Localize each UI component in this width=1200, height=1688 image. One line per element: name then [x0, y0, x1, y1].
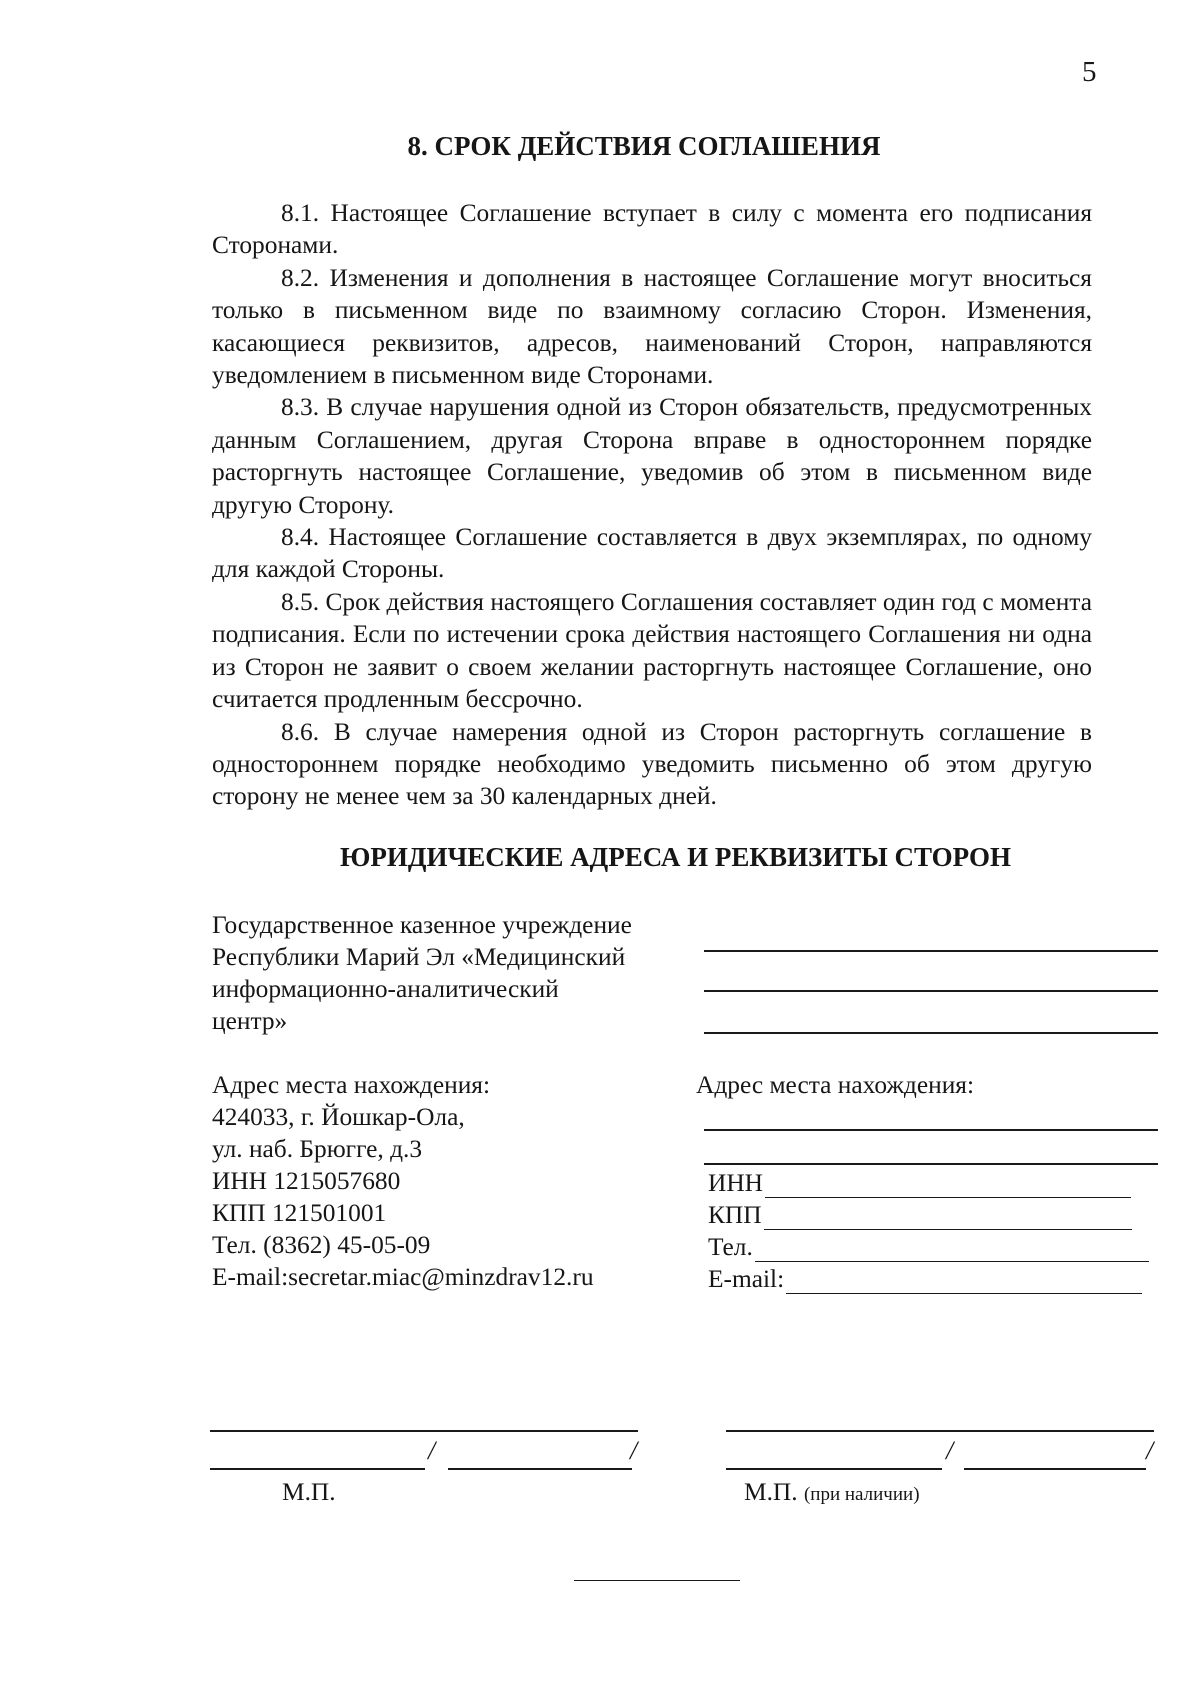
- party1-name-line: информационно-аналитический: [212, 975, 559, 1003]
- party1-name-line: Государственное казенное учреждение: [212, 911, 632, 939]
- party1-signature-line: [210, 1430, 638, 1432]
- party2-phone-field: [708, 1232, 1149, 1262]
- party2-signature-blank: [726, 1468, 942, 1470]
- party2-signature-slash: /: [946, 1436, 954, 1465]
- party1-address-label: Адрес места нахождения:: [212, 1071, 491, 1099]
- party1-details: [212, 1069, 594, 1293]
- party1-email: E-mail:secretar.miac@minzdrav12.ru: [212, 1263, 594, 1291]
- section-title: 8. СРОК ДЕЙСТВИЯ СОГЛАШЕНИЯ: [407, 131, 881, 161]
- party1-inn: ИНН 1215057680: [212, 1167, 401, 1195]
- party2-stamp: [744, 1478, 920, 1507]
- party2-email-label: E-mail:: [708, 1265, 785, 1293]
- paragraph-8-2: 8.2. Изменения и дополнения в настоящее Соглашение могут вноситься только в письменном виде по взаимному согласию Сторон. Изменения, касающиеся реквизитов, адресов, наименований Сторон, направляются уведомлением в письменном виде Сторонами.: [212, 263, 1092, 390]
- party2-address-line: [704, 1129, 1158, 1131]
- party2-name-line: [704, 950, 1158, 952]
- party1-signature-blank: [210, 1468, 425, 1470]
- party2-name-line: [704, 990, 1158, 992]
- party2-stamp-label: М.П.: [744, 1478, 798, 1506]
- paragraph-8-1: 8.1. Настоящее Соглашение вступает в силу с момента его подписания Сторонами.: [212, 199, 1092, 260]
- section-body: [212, 197, 1092, 813]
- party1-name-line: Республики Марий Эл «Медицинский: [212, 943, 626, 971]
- party1-name: [212, 909, 632, 1037]
- party2-address-line: [704, 1163, 1158, 1165]
- party2-name-slash: /: [1146, 1436, 1154, 1465]
- party1-stamp: М.П.: [282, 1478, 336, 1506]
- party2-kpp-blank: [764, 1203, 1132, 1230]
- end-separator: [574, 1580, 740, 1581]
- party2-stamp-note: (при наличии): [803, 1484, 920, 1505]
- paragraph-8-3: 8.3. В случае нарушения одной из Сторон обязательств, предусмотренных данным Соглашением, другая Сторона вправе в одностороннем порядке расторгнуть настоящее Соглашение, уведомив об этом в письменном виде другую Сторону.: [212, 393, 1092, 519]
- party1-phone: Тел. (8362) 45-05-09: [212, 1231, 431, 1259]
- party2-phone-blank: [755, 1235, 1149, 1262]
- paragraph-8-5: 8.5. Срок действия настоящего Соглашения составляет один год с момента подписания. Если по истечении срока действия настоящего Соглашения ни одна из Сторон не заявит о своем желании расторгнуть настоящее Соглашение, оно считается продленным бессрочно.: [212, 587, 1092, 714]
- party1-name-slash: /: [630, 1436, 638, 1465]
- party1-address-line: 424033, г. Йошкар-Ола,: [212, 1103, 465, 1131]
- paragraph-8-6: 8.6. В случае намерения одной из Сторон расторгнуть соглашение в одностороннем порядке необходимо уведомить письменно об этом другую сторону не менее чем за 30 календарных дней.: [212, 717, 1092, 811]
- page-number: 5: [1082, 56, 1097, 88]
- requisites-title: ЮРИДИЧЕСКИЕ АДРЕСА И РЕКВИЗИТЫ СТОРОН: [340, 842, 1011, 872]
- party1-address-line: ул. наб. Брюгге, д.3: [212, 1135, 423, 1163]
- party2-inn-blank: [765, 1171, 1131, 1198]
- party2-inn-label: ИНН: [708, 1169, 764, 1197]
- party2-signature-line: [726, 1430, 1154, 1432]
- party2-email-blank: [786, 1267, 1142, 1294]
- party1-name-blank: [448, 1468, 632, 1470]
- party2-phone-label: Тел.: [708, 1233, 753, 1261]
- party2-name-blank: [964, 1468, 1146, 1470]
- party1-signature-slash: /: [428, 1436, 436, 1465]
- party2-kpp-label: КПП: [708, 1201, 762, 1229]
- party2-address-label: Адрес места нахождения:: [696, 1071, 975, 1099]
- party2-kpp-field: [708, 1200, 1132, 1230]
- party1-name-line: центр»: [212, 1007, 288, 1035]
- party2-inn-field: [708, 1168, 1131, 1198]
- party2-name-line: [704, 1032, 1158, 1034]
- party2-email-field: [708, 1264, 1142, 1294]
- paragraph-8-4: 8.4. Настоящее Соглашение составляется в двух экземплярах, по одному для каждой Стороны.: [212, 523, 1092, 584]
- party1-kpp: КПП 121501001: [212, 1199, 387, 1227]
